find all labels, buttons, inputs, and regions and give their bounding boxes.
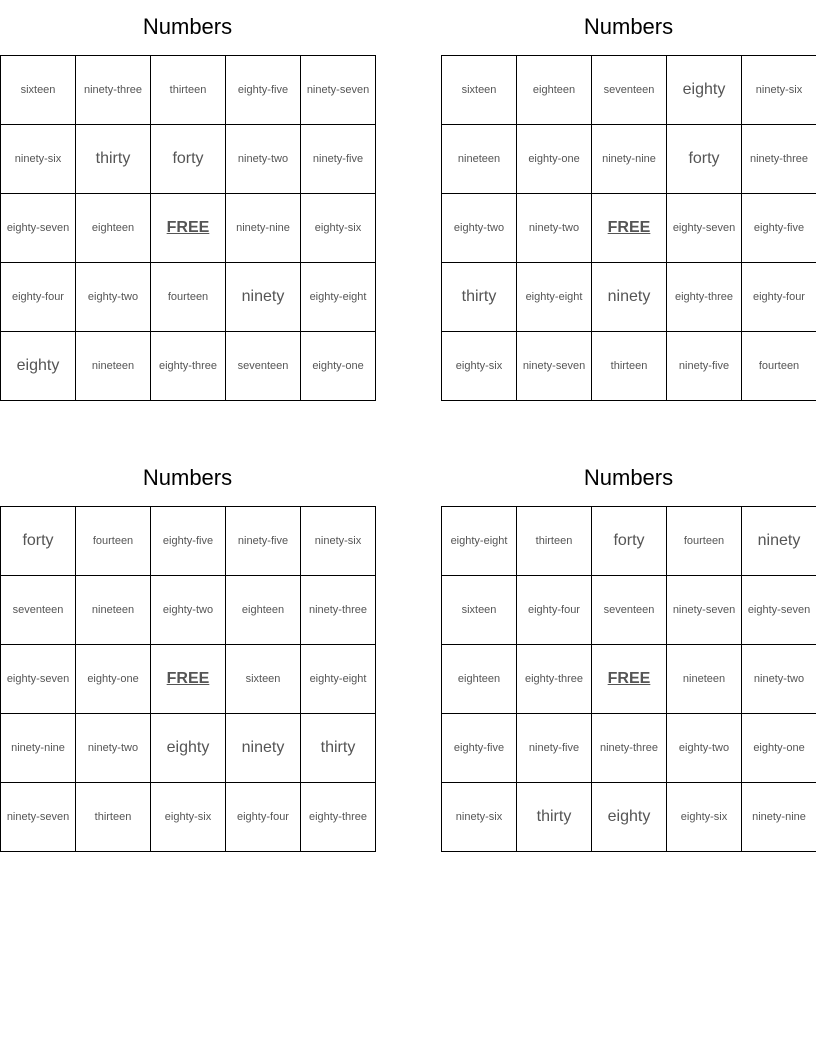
grid-cell: eighty-three (667, 263, 742, 332)
card-title: Numbers (142, 14, 233, 39)
grid-cell: eighty-eight (442, 507, 517, 576)
grid-row (442, 125, 816, 194)
free-space-cell: FREE (592, 194, 667, 263)
grid-cell: fourteen (667, 507, 742, 576)
grid-cell: eighty-four (1, 263, 76, 332)
grid-cell: sixteen (1, 56, 76, 125)
grid-cell: eighty-two (151, 576, 226, 645)
grid-cell: nineteen (76, 576, 151, 645)
grid-cell: fourteen (76, 507, 151, 576)
grid-cell: ninety-seven (517, 332, 592, 401)
grid-cell: eighty-three (301, 783, 376, 852)
grid-cell: ninety-seven (1, 783, 76, 852)
grid-row (442, 56, 816, 125)
grid-cell: sixteen (226, 645, 301, 714)
grid-cell: eighty-one (517, 125, 592, 194)
grid-cell: eighty-three (151, 332, 226, 401)
grid-cell: fourteen (742, 332, 816, 401)
bingo-grid (441, 506, 816, 852)
grid-cell: eighty-four (517, 576, 592, 645)
bingo-grid (0, 55, 376, 401)
grid-cell: eighty-three (517, 645, 592, 714)
grid-row (1, 332, 376, 401)
grid-cell: ninety-nine (226, 194, 301, 263)
grid-row (442, 645, 816, 714)
grid-cell: eighty-two (667, 714, 742, 783)
grid-cell: ninety (742, 507, 816, 576)
grid-cell: forty (667, 125, 742, 194)
grid-cell: seventeen (592, 576, 667, 645)
grid-row (442, 332, 816, 401)
grid-cell: eighty-seven (667, 194, 742, 263)
grid-row (442, 507, 816, 576)
grid-cell: ninety-five (517, 714, 592, 783)
grid-cell: eighty (151, 714, 226, 783)
grid-cell: eighteen (76, 194, 151, 263)
grid-cell: ninety-five (667, 332, 742, 401)
grid-cell: eighty (667, 56, 742, 125)
grid-cell: ninety-three (592, 714, 667, 783)
grid-cell: eighty-one (742, 714, 816, 783)
grid-cell: eighty (1, 332, 76, 401)
free-space-cell: FREE (592, 645, 667, 714)
grid-cell: nineteen (442, 125, 517, 194)
grid-row (442, 263, 816, 332)
grid-row (442, 194, 816, 263)
grid-row (1, 125, 376, 194)
grid-cell: ninety-seven (301, 56, 376, 125)
grid-row (1, 194, 376, 263)
card-title: Numbers (142, 465, 233, 490)
grid-cell: forty (592, 507, 667, 576)
grid-cell: eighty-four (226, 783, 301, 852)
grid-cell: eighty (592, 783, 667, 852)
grid-cell: ninety-six (301, 507, 376, 576)
grid-cell: eighty-one (76, 645, 151, 714)
grid-cell: eighty-five (151, 507, 226, 576)
grid-cell: ninety-nine (742, 783, 816, 852)
grid-cell: thirteen (151, 56, 226, 125)
grid-cell: forty (151, 125, 226, 194)
grid-row (1, 263, 376, 332)
grid-cell: eighty-two (442, 194, 517, 263)
grid-cell: thirteen (517, 507, 592, 576)
grid-cell: eighty-eight (517, 263, 592, 332)
card-title: Numbers (583, 465, 674, 490)
grid-cell: eighty-one (301, 332, 376, 401)
grid-row (1, 645, 376, 714)
grid-cell: eighty-eight (301, 645, 376, 714)
grid-cell: thirty (301, 714, 376, 783)
grid-cell: eighteen (226, 576, 301, 645)
grid-cell: ninety-three (742, 125, 816, 194)
grid-cell: eighty-five (742, 194, 816, 263)
grid-cell: nineteen (76, 332, 151, 401)
grid-cell: fourteen (151, 263, 226, 332)
grid-cell: ninety-two (742, 645, 816, 714)
grid-cell: thirty (517, 783, 592, 852)
grid-cell: ninety-five (226, 507, 301, 576)
grid-cell: eighty-eight (301, 263, 376, 332)
bingo-grid (441, 55, 816, 401)
grid-row (442, 714, 816, 783)
grid-cell: ninety-nine (592, 125, 667, 194)
grid-cell: ninety-two (76, 714, 151, 783)
grid-cell: seventeen (592, 56, 667, 125)
grid-cell: ninety (226, 714, 301, 783)
grid-row (442, 576, 816, 645)
grid-cell: eighty-four (742, 263, 816, 332)
grid-cell: thirty (442, 263, 517, 332)
grid-row (1, 783, 376, 852)
grid-cell: sixteen (442, 576, 517, 645)
grid-cell: ninety-six (442, 783, 517, 852)
grid-cell: eighty-six (667, 783, 742, 852)
grid-cell: eighteen (442, 645, 517, 714)
grid-cell: eighty-seven (742, 576, 816, 645)
grid-cell: ninety (592, 263, 667, 332)
grid-cell: eighty-seven (1, 645, 76, 714)
grid-cell: ninety-three (301, 576, 376, 645)
free-space-cell: FREE (151, 194, 226, 263)
grid-cell: eighty-seven (1, 194, 76, 263)
grid-cell: seventeen (1, 576, 76, 645)
grid-cell: eighty-five (226, 56, 301, 125)
grid-cell: eighty-two (76, 263, 151, 332)
grid-cell: thirteen (592, 332, 667, 401)
grid-cell: forty (1, 507, 76, 576)
bingo-grid (0, 506, 376, 852)
grid-cell: ninety-three (76, 56, 151, 125)
grid-cell: thirty (76, 125, 151, 194)
grid-cell: ninety (226, 263, 301, 332)
grid-row (1, 714, 376, 783)
grid-cell: eighty-six (301, 194, 376, 263)
free-space-cell: FREE (151, 645, 226, 714)
grid-cell: ninety-six (742, 56, 816, 125)
grid-cell: eighty-five (442, 714, 517, 783)
grid-row (442, 783, 816, 852)
grid-row (1, 507, 376, 576)
grid-cell: sixteen (442, 56, 517, 125)
grid-row (1, 576, 376, 645)
grid-cell: ninety-nine (1, 714, 76, 783)
grid-cell: eighty-six (151, 783, 226, 852)
grid-cell: nineteen (667, 645, 742, 714)
grid-row (1, 56, 376, 125)
grid-cell: ninety-five (301, 125, 376, 194)
grid-cell: ninety-two (517, 194, 592, 263)
grid-cell: eighteen (517, 56, 592, 125)
grid-cell: ninety-two (226, 125, 301, 194)
grid-cell: thirteen (76, 783, 151, 852)
card-title: Numbers (583, 14, 674, 39)
grid-cell: seventeen (226, 332, 301, 401)
grid-cell: ninety-seven (667, 576, 742, 645)
grid-cell: ninety-six (1, 125, 76, 194)
grid-cell: eighty-six (442, 332, 517, 401)
